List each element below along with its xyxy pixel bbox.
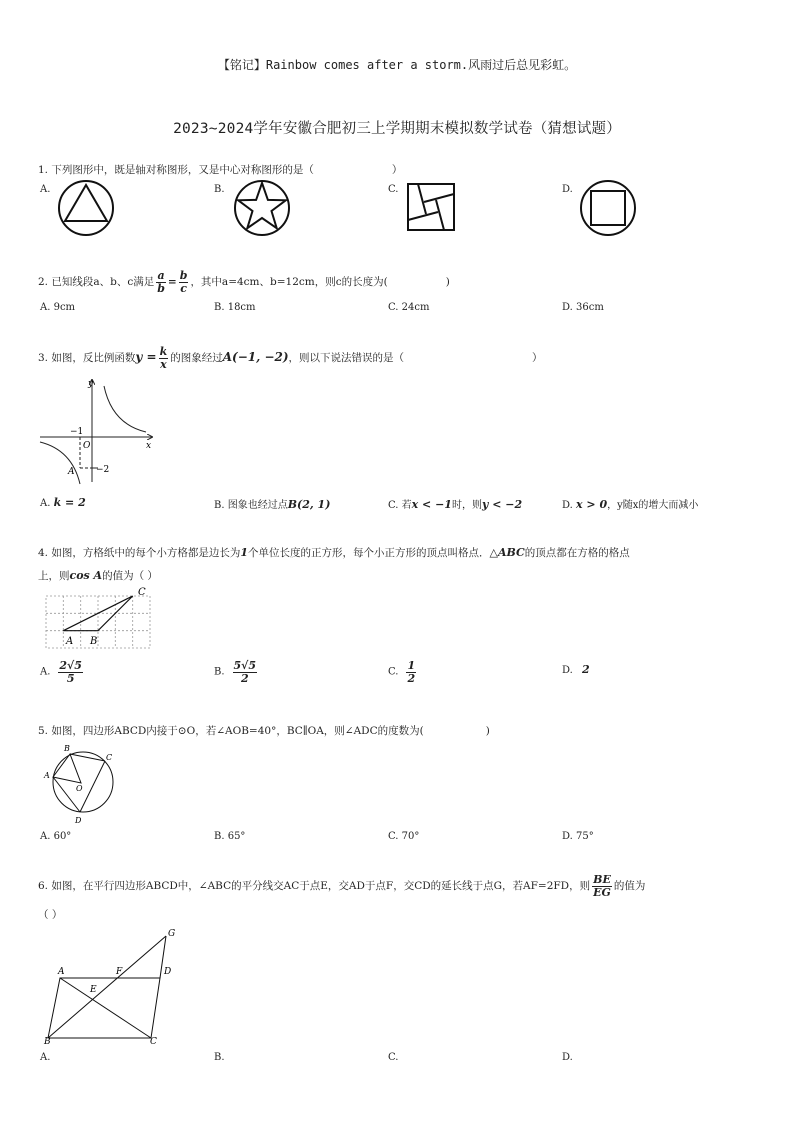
q5-label-b: B (64, 744, 70, 753)
q5-label-a: A (44, 771, 50, 780)
q5-option-d: D. 75° (562, 831, 594, 842)
q3-y-equals: y = (135, 350, 157, 365)
q5-circle-figure (40, 740, 120, 826)
q6-label-a: A (58, 967, 65, 977)
q6-label-f: F (116, 967, 123, 977)
q5-option-a: A. 60° (40, 831, 72, 842)
q5-label-o: O (76, 784, 83, 793)
q3-axis-x-label: x (146, 441, 152, 451)
q5-option-c: C. 70° (388, 831, 420, 842)
q4-option-c: C. $\frac{1}{2}$ (388, 659, 416, 685)
q6-parallelogram-figure (38, 922, 188, 1048)
q3-tick-minus-2: −2 (96, 465, 110, 475)
q4-vertex-a-label: A (66, 636, 74, 647)
question-3-close: ） (532, 352, 543, 365)
q5-option-b: B. 65° (214, 831, 246, 842)
question-1-close: ） (391, 164, 403, 176)
question-4-line-2: 上，则cos A的值为（ ） (38, 569, 158, 582)
question-3-post: ，则以下说法错误的是（ (288, 352, 405, 365)
q6-option-a-label: A. (40, 1052, 51, 1063)
q4-vertex-b-label: B (90, 636, 98, 647)
q3-tick-minus-1: −1 (70, 427, 84, 437)
question-2-close: ) (445, 276, 450, 289)
q2-fraction-a-over-b: $\frac{a}{b}$ (157, 269, 165, 295)
q6-option-d-label: D. (562, 1052, 573, 1063)
q6-label-e: E (90, 985, 97, 995)
q3-point-a: A(−1, −2) (222, 350, 289, 365)
question-3-pre: 3. 如图，反比例函数 (38, 352, 136, 365)
question-3-mid: 的图象经过 (170, 352, 223, 365)
q1-option-d-label: D. (562, 184, 573, 195)
q3-axis-y-label: y (88, 379, 94, 389)
q6-label-c: C (150, 1037, 157, 1047)
q1-option-c-label: C. (388, 184, 399, 195)
q3-option-b: B. 图象也经过点B(2, 1) (214, 498, 331, 511)
q6-option-c-label: C. (388, 1052, 399, 1063)
question-2-pre: 2. 已知线段a、b、c满足 (38, 276, 155, 289)
q6-label-g: G (168, 929, 176, 939)
q3-fraction-k-over-x: $\frac{k}{x}$ (159, 345, 168, 371)
q1-figure-b-circle-star (232, 178, 292, 238)
q1-figure-d-circle-square (578, 178, 638, 238)
q6-option-b-label: B. (214, 1052, 225, 1063)
q2-option-c: C. 24cm (388, 302, 430, 313)
q3-option-d: D. x > 0，y随x的增大而减小 (562, 498, 699, 511)
q3-point-a-label: A (68, 467, 75, 477)
question-6-stem: 6. 如图，在平行四边形ABCD中，∠ABC的平分线交AC于点E，交AD于点F，交CD的延长线于点G，若AF=2FD，则 $\frac{BE}{EG}$ 的值为 (38, 873, 646, 899)
q5-label-d: D (75, 816, 82, 825)
motto-line: 【铭记】Rainbow comes after a storm.风雨过后总见彩虹。 (217, 58, 577, 72)
question-3-stem (38, 346, 543, 370)
question-6-line-2: （ ） (38, 909, 63, 921)
q6-label-b: B (44, 1037, 51, 1047)
question-5-stem: 5. 如图，四边形ABCD内接于⊙O，若∠AOB=40°，BC∥OA，则∠ADC的度数为( ) (38, 725, 490, 737)
q3-hyperbola-graph (36, 374, 160, 486)
q1-option-b-label: B. (214, 184, 225, 195)
q3-option-c: C. 若x < −1时，则y < −2 (388, 498, 523, 511)
q2-equals: = (167, 276, 177, 289)
q6-fraction-be-over-eg: $\frac{BE}{EG}$ (593, 873, 611, 899)
q1-figure-c-square-pinwheel (404, 180, 458, 234)
q6-label-d: D (164, 967, 172, 977)
q1-figure-a-circle-triangle (56, 178, 116, 238)
question-1-stem (38, 162, 402, 177)
q2-option-a: A. 9cm (40, 302, 76, 313)
q4-option-d: D. 2 (562, 663, 590, 676)
q2-option-b: B. 18cm (214, 302, 256, 313)
q4-option-a: A. $\frac{2√5}{5}$ (40, 659, 82, 685)
q1-option-a-label: A. (40, 184, 51, 195)
q4-vertex-c-label: C (138, 587, 146, 598)
q3-option-a: A. k = 2 (40, 496, 86, 509)
question-4-line-1: 4. 如图，方格纸中的每个小方格都是边长为1个单位长度的正方形，每个小正方形的顶点叫格点．△ABC的顶点都在方格的格点 (38, 546, 630, 559)
question-1-text: 1. 下列图形中，既是轴对称图形，又是中心对称图形的是（ (38, 164, 314, 176)
q5-label-c: C (106, 753, 113, 762)
q4-grid-figure (44, 586, 156, 652)
q2-fraction-b-over-c: $\frac{b}{c}$ (179, 269, 188, 295)
q3-origin-label: O (83, 441, 91, 451)
q2-option-d: D. 36cm (562, 302, 604, 313)
question-2-stem (38, 270, 450, 294)
question-2-post: ，其中a=4cm、b=12cm，则c的长度为( (190, 276, 388, 289)
q4-option-b: B. $\frac{5√5}{2}$ (214, 659, 257, 685)
exam-title: 2023~2024学年安徽合肥初三上学期期末模拟数学试卷（猜想试题） (173, 121, 621, 137)
